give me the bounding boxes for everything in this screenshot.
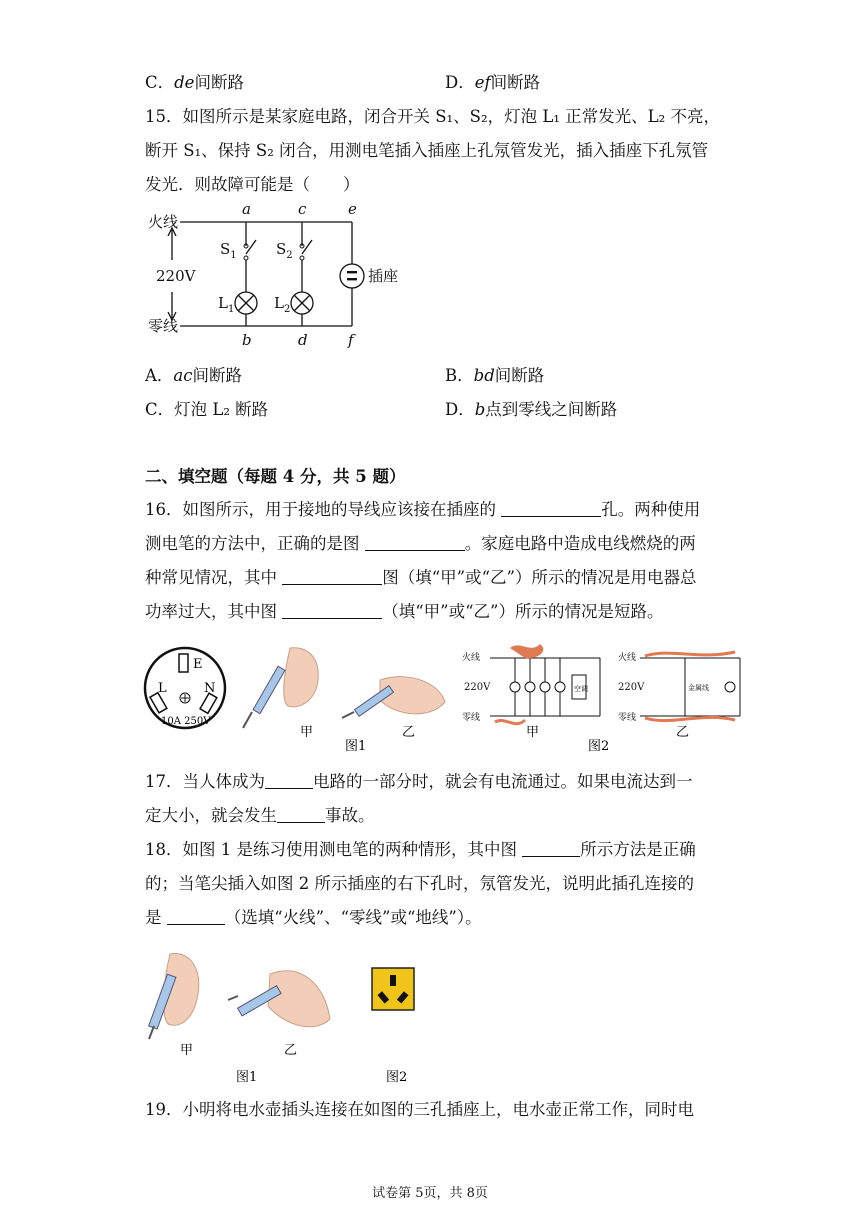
- q16-line-1: 16．如图所示，用于接地的导线应该接在插座的 孔。两种使用: [145, 500, 701, 519]
- voltage-label: 220V: [156, 267, 196, 285]
- q17-line-1: 17．当人体成为 电路的一部分时，就会有电流通过。如果电流达到一: [145, 772, 693, 791]
- q16-figures: [140, 640, 760, 760]
- q16-line-3: 种常见情况，其中 图（填“甲”或“乙”）所示的情况是用电器总: [145, 568, 697, 587]
- answer-blank[interactable]: [265, 772, 313, 789]
- svg-text:空调: 空调: [574, 685, 588, 693]
- svg-text:乙: 乙: [676, 725, 690, 740]
- q15-option-b: B．bd间断路: [445, 366, 545, 385]
- hand-tester-jia-icon: [243, 648, 318, 740]
- svg-text:10A 250V: 10A 250V: [161, 716, 211, 727]
- svg-text:乙: 乙: [402, 725, 416, 740]
- hand-tester-yi-icon: [228, 971, 330, 1058]
- svg-text:零线: 零线: [618, 713, 637, 723]
- section-title: 二、填空题（每题 4 分，共 5 题）: [145, 467, 406, 486]
- q16-line-4: 功率过大，其中图 （填“甲”或“乙”）所示的情况是短路。: [145, 602, 664, 621]
- svg-text:火线: 火线: [618, 653, 637, 663]
- svg-text:甲: 甲: [300, 725, 314, 740]
- answer-blank[interactable]: [365, 534, 465, 551]
- point-b: b: [242, 331, 252, 349]
- three-pin-socket-icon: [145, 648, 225, 728]
- answer-blank[interactable]: [277, 806, 325, 823]
- svg-text:甲: 甲: [180, 1043, 194, 1058]
- page-footer: 试卷第 5页，共 8页: [372, 1186, 488, 1201]
- svg-text:E: E: [193, 657, 203, 672]
- q15-stem-1: 15．如图所示是某家庭电路，闭合开关 S₁、S₂，灯泡 L₁ 正常发光、L₂ 不亮，: [145, 107, 720, 126]
- switch-s2-label: $S_2$: [276, 240, 293, 261]
- svg-text:220V: 220V: [618, 682, 645, 693]
- answer-blank[interactable]: [501, 500, 601, 517]
- answer-blank[interactable]: [282, 568, 382, 585]
- q17-line-2: 定大小，就会发生 事故。: [145, 806, 375, 825]
- q16-line-2: 测电笔的方法中，正确的是图 。家庭电路中造成电线燃烧的两: [145, 534, 696, 553]
- q19-line-1: 19．小明将电水壶插头连接在如图的三孔插座上，电水壶正常工作，同时电: [145, 1100, 694, 1119]
- neutral-wire-label: 零线: [148, 317, 179, 335]
- fig2-caption: 图2: [588, 739, 610, 754]
- live-wire-label: 火线: [148, 213, 179, 231]
- q15-stem-3: 发光．则故障可能是（ ）: [145, 175, 360, 194]
- answer-blank[interactable]: [167, 908, 225, 925]
- q15-option-d: D．b点到零线之间断路: [445, 400, 618, 419]
- q18-line-1: 18．如图 1 是练习使用测电笔的两种情形，其中图 所示方法是正确: [145, 840, 696, 859]
- answer-blank[interactable]: [282, 602, 382, 619]
- svg-text:N: N: [204, 681, 216, 696]
- svg-text:乙: 乙: [284, 1043, 298, 1058]
- q18-figures: [140, 944, 440, 1089]
- lamp-l1-label: $L_1$: [218, 294, 235, 315]
- point-d: d: [298, 331, 308, 349]
- q15-option-c: C．灯泡 L₂ 断路: [145, 400, 269, 419]
- hand-tester-yi-icon: [342, 677, 445, 740]
- q18-line-3: 是 （选填“火线”、“零线”或“地线”）。: [145, 908, 482, 927]
- q15-circuit-diagram: [140, 200, 420, 350]
- q15-stem-2: 断开 S₁、保持 S₂ 闭合，用测电笔插入插座上孔氖管发光，插入插座下孔氖管: [145, 141, 709, 160]
- fig2-caption: 图2: [386, 1070, 408, 1085]
- hand-tester-jia-icon: [149, 953, 199, 1058]
- svg-text:火线: 火线: [462, 653, 481, 663]
- q14-option-c: C．de间断路: [145, 73, 244, 92]
- answer-blank[interactable]: [522, 840, 580, 857]
- point-a: a: [242, 200, 251, 218]
- q18-line-2: 的；当笔尖插入如图 2 所示插座的右下孔时，氖管发光，说明此插孔连接的: [145, 874, 694, 893]
- switch-s1-label: $S_1$: [220, 240, 237, 261]
- fig1-caption: 图1: [345, 739, 367, 754]
- socket-icon: [372, 968, 414, 1010]
- svg-text:220V: 220V: [464, 682, 491, 693]
- lamp-l2-label: $L_2$: [274, 294, 291, 315]
- svg-text:甲: 甲: [526, 725, 540, 740]
- point-e: e: [348, 200, 357, 218]
- svg-text:金属线: 金属线: [688, 684, 709, 692]
- q14-option-d: D．ef间断路: [445, 73, 541, 92]
- socket-label: 插座: [368, 267, 399, 285]
- point-f: f: [348, 331, 354, 349]
- svg-text:L: L: [158, 681, 167, 696]
- point-c: c: [298, 200, 307, 218]
- fig1-caption: 图1: [236, 1070, 258, 1085]
- svg-text:零线: 零线: [462, 713, 481, 723]
- q15-option-a: A．ac间断路: [145, 366, 242, 385]
